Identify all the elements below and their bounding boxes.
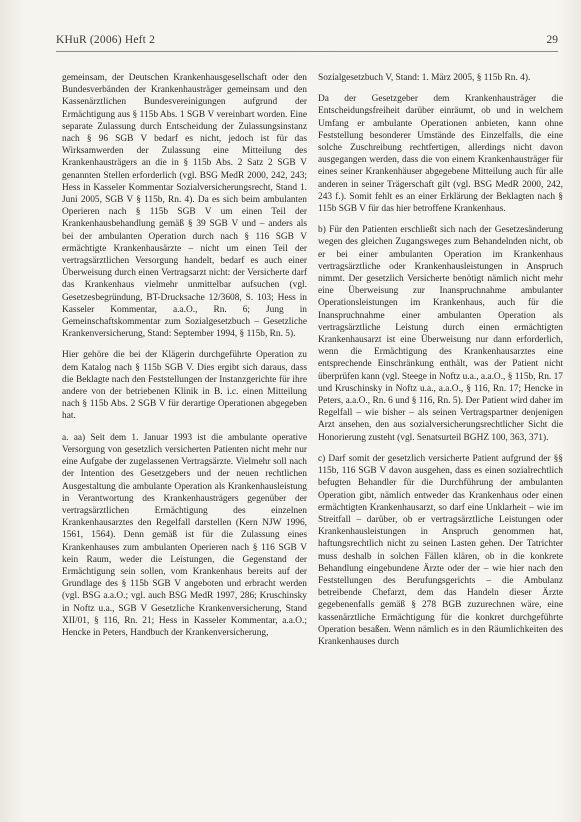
paragraph: Da der Gesetzgeber dem Krankenhausträger die Entscheidungsfreiheit darüber einräumt, ob und in welchem Umfang er ambulante Operationen anbieten, kann ohne Feststellung besonderer Umstände des Einzelfalls, die eine solche Zuschreibung rechtfertigen, allerdings nicht davon ausgegangen werden, dass die von einem Krankenhausträger für eines seiner Krankenhäuser abgegebene Mitteilung auch für alle anderen in seiner Trägerschaft gilt (vgl. BSG MedR 2000, 242, 243 f.). Somit fehlt es an einer Erklärung der Beklagten nach § 115b SGB V für das hier betroffene Krankenhaus. [318, 94, 563, 215]
paragraph: a. aa) Seit dem 1. Januar 1993 ist die ambulante operative Versorgung von gesetzlich versicherten Patienten nicht mehr nur eine Aufgabe der zugelassenen Vertragsärzte. Vielmehr soll nach der Intention des Gesetzgebers und der neuen rechtlichen Ausgestaltung die ambulante Operation als Krankenhausleistung in Verantwortung des Krankenhausträgers gegenüber der vertragsärztlichen Ermächtigung des einzelnen Krankenhausarztes den Regelfall darstellen (Kern NJW 1996, 1561, 1564). Denn gemäß ist für die Zulassung eines Krankenhauses zum ambulanten Operieren nach § 116 SGB V kein Raum, weder die Leistungen, die Gegenstand der Ermächtigung sein sollen, vom Krankenhaus bereits auf der Grundlage des § 115b SGB V angeboten und erbracht werden (vgl. BSG a.a.O.; vgl. auch BSG MedR 1997, 286; Kruschinsky in Noftz u.a., SGB V Gesetzliche Krankenversicherung, Stand XII/01, § 116, Rn. 21; Hess in Kasseler Kommentar, a.a.O.; Hencke in Peters, Handbuch der Krankenversicherung, [62, 432, 307, 638]
paragraph: Sozialgesetzbuch V, Stand: 1. März 2005, § 115b Rn. 4). [318, 73, 531, 83]
paragraph: c) Darf somit der gesetzlich versicherte Patient aufgrund der §§ 115b, 116 SGB V davon ausgehen, dass es einen sozialrechtlich befugten Behandler für die Durchführung der ambulanten Operation gibt, nämlich entweder das Krankenhaus oder einen ermächtigten Krankenhausarzt, so darf eine Unklarheit – wie im Streitfall – darüber, ob er vertragsärztliche Leistungen oder Krankenhausleistungen in Anspruch genommen hat, haftungsrechtlich nicht zu seinen Lasten gehen. Der Tatrichter muss deshalb in solchen Fällen klären, ob in die konkrete Behandlung eingebundene Ärzte oder der – wie hier nach den Feststellungen des Berufungsgerichts – die Ambulanz betreibende Chefarzt, dem das Handeln dieser Ärzte gegebenenfalls gemäß § 278 BGB zuzurechnen wäre, eine kassenärztliche Ermächtigung für die konkret durchgeführte Operation besaßen. Wenn nämlich es in den Räumlichkeiten des Krankenhauses durch [318, 453, 563, 647]
paragraph: gemeinsam, der Deutschen Krankenhausgesellschaft oder den Bundesverbänden der Krankenhausträger gemeinsam und den Kassenärztlichen Bundesvereinigungen aufgrund der Ermächtigung aus § 115b Abs. 1 SGB V vereinbart worden. Eine separate Zulassung durch Entscheidung der Zulassungsinstanz nach § 96 SGB V bedarf es nicht, jedoch ist für das Wirksamwerden der Zulassung eine Mitteilung des Krankenhausträgers an die in § 115b Abs. 2 Satz 2 SGB V genannten Stellen erforderlich (vgl. BSG MedR 2000, 242, 243; Hess in Kasseler Kommentar Sozialversicherungsrecht, Stand 1. Juni 2005, SGB V § 115b, Rn. 4). Da es sich beim ambulanten Operieren nach § 115b SGB V um einen Teil der Krankenhausbehandlung gemäß § 39 SGB V und – anders als bei der ambulanten Operation durch nach § 116 SGB V ermächtigte Krankenhausärzte – nicht um einen Teil der vertragsärztlichen Versorgung handelt, bedarf es auch einer Überweisung durch einen Vertragsarzt nicht: der Versicherte darf das Krankenhaus vielmehr unmittelbar aufsuchen (vgl. Gesetzesbegründung, BT-Drucksache 12/3608, S. 103; Hess in Kasseler Kommentar, a.a.O., Rn. 6; Jung in Gemeinschaftskommentar zum Sozialgesetzbuch – Gesetzliche Krankenversicherung, Stand: September 1994, § 115b, Rn. 5). [62, 73, 307, 340]
paragraph: b) Für den Patienten erschließt sich nach der Gesetzesänderung wegen des gleichen Zugangsweges zum Behandelnden nicht, ob er bei einer ambulanten Operation im Krankenhaus vertragsärztliche oder Krankenhausleistungen in Anspruch nimmt. Der gesetzlich Versicherte benötigt nämlich nicht mehr eine Überweisung zur Inanspruchnahme ambulanter Operationsleistungen im Krankenhaus, auch für die Inanspruchnahme einer ambulanten Operation als vertragsärztliche Leistung durch einen ermächtigten Krankenhausarzt ist eine Überweisung nur dann erforderlich, wenn die Ermächtigung des Krankenhausarztes eine entsprechende Einschränkung enthält, was der Patient nicht überprüfen kann (vgl. Steege in Noftz u.a., a.a.O., § 115b, Rn. 17 und Kruschinsky in Noftz u.a., a.a.O., § 116, Rn. 17; Hencke in Peters, a.a.O., Rn. 6 und § 116, Rn. 5). Der Patient wird daher im Regelfall – wie bisher – als seinen Vertragspartner denjenigen Arzt ansehen, den aus sozialversicherungsrechtlicher Sicht die Honorierung zusteht (vgl. Senatsurteil BGHZ 100, 363, 371). [318, 225, 563, 443]
page-number: 29 [546, 34, 558, 46]
left-text-column [62, 72, 307, 639]
paragraph: Hier gehöre die bei der Klägerin durchgeführte Operation zu dem Katalog nach § 115b SGB V. Dies ergibt sich daraus, dass die Beklagte nach den Feststellungen der Instanzgerichte für ihre andere von der betriebenen Klinik in B. i.c. einen Mitteilung nach § 115b Abs. 2 SGB V für derartige Operationen abgegeben hat. [62, 350, 307, 422]
right-text-column [318, 72, 563, 648]
journal-header: KHuR (2006) Heft 2 [56, 34, 156, 46]
header-rule [56, 51, 558, 52]
